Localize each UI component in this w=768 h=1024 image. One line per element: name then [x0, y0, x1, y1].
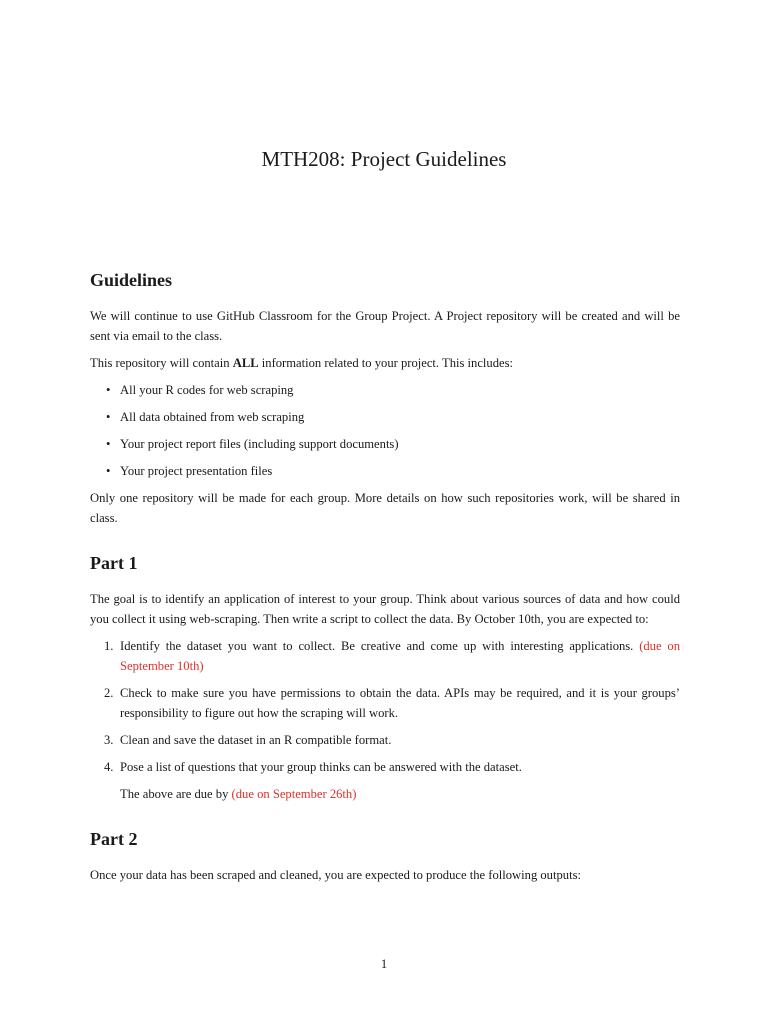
list-item: [106, 380, 680, 400]
bullet-icon: •: [106, 383, 111, 397]
section-heading-part1: Part 1: [90, 553, 138, 573]
guidelines-contains: [90, 353, 680, 373]
due-note-text: The above are due by: [120, 787, 232, 801]
due-date: (due on September 10th): [120, 639, 681, 673]
contains-before: This repository will contain: [90, 356, 233, 370]
list-number: 1.: [104, 639, 114, 653]
list-item-text: All data obtained from web scraping: [120, 410, 305, 424]
list-item: [106, 461, 680, 481]
list-item: [104, 683, 680, 723]
due-date: (due on September 26th): [231, 787, 357, 801]
bullet-icon: •: [106, 410, 111, 424]
list-item: [106, 407, 680, 427]
section-heading-guidelines: Guidelines: [90, 270, 173, 290]
list-item-text: Identify the dataset you want to collect. Be creative and come up with interesting applications.: [120, 639, 640, 653]
list-item: [106, 434, 680, 454]
guidelines-list: [90, 380, 680, 481]
list-number: 4.: [104, 760, 114, 774]
list-item: [104, 730, 680, 750]
list-number: 2.: [104, 686, 114, 700]
bullet-icon: •: [106, 437, 111, 451]
guidelines-intro: We will continue to use GitHub Classroom for the Group Project. A Project repository will be created and will be sent via email to the class.: [90, 309, 680, 343]
document-body: [90, 268, 680, 892]
list-number: 3.: [104, 733, 114, 747]
list-item: [104, 757, 680, 777]
part1-due-note: [90, 784, 680, 804]
section-heading-part2: Part 2: [90, 829, 138, 849]
list-item-text: All your R codes for web scraping: [120, 383, 294, 397]
list-item-text: Your project presentation files: [120, 464, 273, 478]
contains-after: information related to your project. This includes:: [258, 356, 514, 370]
list-item: [104, 636, 681, 676]
list-item-text: Your project report files (including support documents): [120, 437, 399, 451]
guidelines-closing: Only one repository will be made for each group. More details on how such repositories work, will be shared in class.: [90, 491, 680, 525]
list-item-text: Check to make sure you have permissions to obtain the data. APIs may be required, and it is your groups’ responsibility to figure out how the scraping will work.: [120, 686, 680, 720]
page-number: 1: [380, 957, 388, 971]
list-item-text: Pose a list of questions that your group thinks can be answered with the dataset.: [120, 760, 522, 774]
part1-intro: The goal is to identify an application of interest to your group. Think about various sources of data and how could you collect it using web-scraping. Then write a script to collect the data. By October 10th, you are expected to:: [90, 592, 680, 626]
contains-bold: ALL: [232, 356, 259, 370]
list-item-text: Clean and save the dataset in an R compatible format.: [120, 733, 392, 747]
part2-intro: Once your data has been scraped and cleaned, you are expected to produce the following outputs:: [90, 868, 581, 882]
document-title: MTH208: Project Guidelines: [261, 147, 507, 171]
bullet-icon: •: [106, 464, 111, 478]
part1-list: [90, 636, 680, 777]
